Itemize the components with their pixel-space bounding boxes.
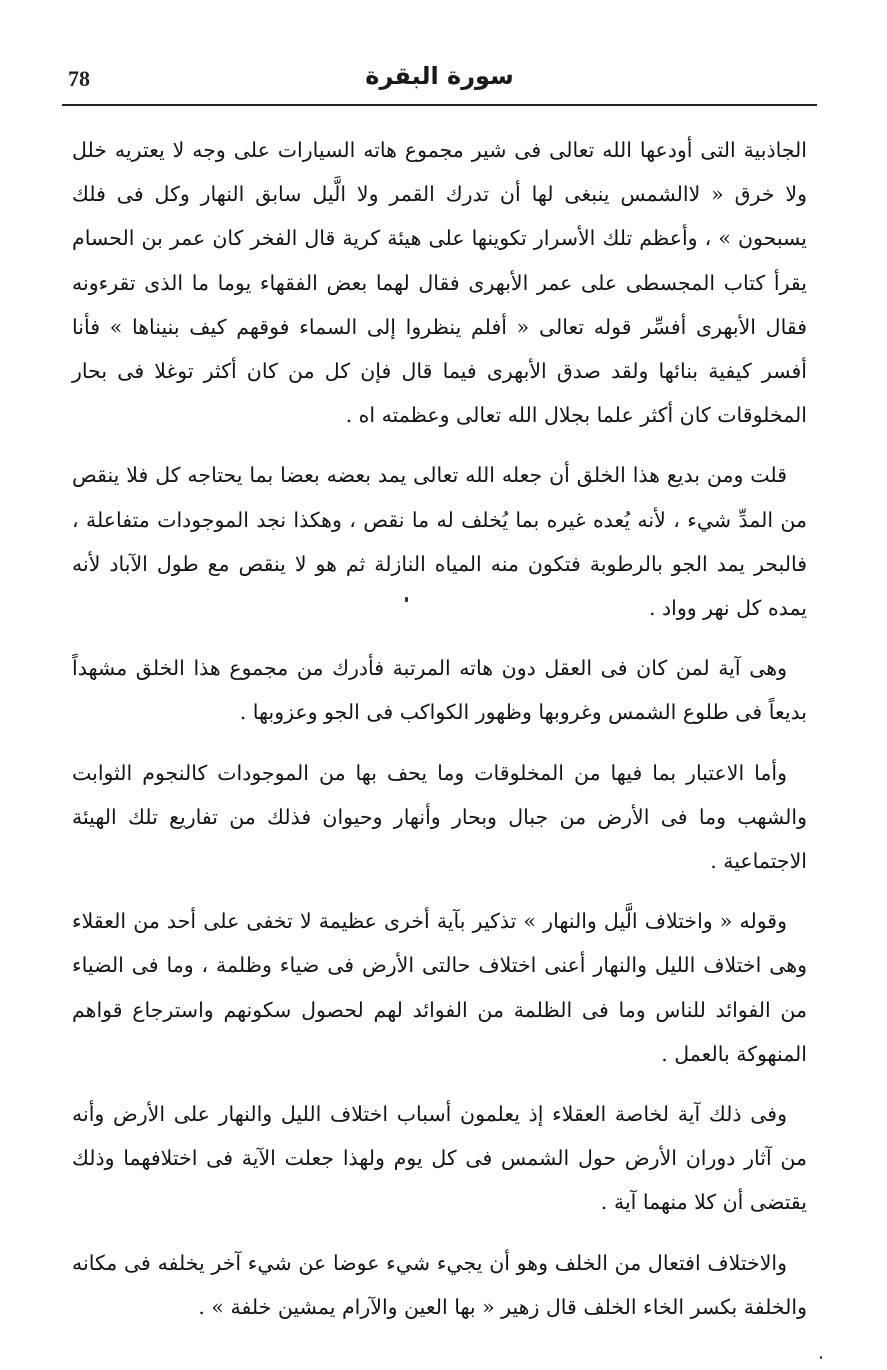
print-speck	[405, 597, 408, 602]
paragraph: قلت ومن بديع هذا الخلق أن جعله الله تعالى يمد بعضه بعضا بما يحتاجه كل فلا ينقص من المدِّ شيء ، لأنه يُعده غيره بما يُخلف له ما نقص ، وهكذا نجد الموجودات متفاعلة ، فالبحر يمد الجو بالرطوبة فتكون منه المياه النازلة ثم هو لا ينقص مع طول الآباد لأنه يمده كل نهر وواد .	[72, 463, 807, 621]
header-rule	[62, 104, 817, 106]
paragraph: وفى ذلك آية لخاصة العقلاء إذ يعلمون أسباب اختلاف الليل والنهار على الأرض وأنه من آثار دوران الأرض حول الشمس فى كل يوم ولهذا جعلت الآية فى اختلافهما وذلك يقتضى أن كلا منهما آية .	[72, 1102, 807, 1215]
paragraph: وهى آية لمن كان فى العقل دون هاته المرتبة فأدرك من مجموع هذا الخلق مشهداً بديعاً فى طلوع الشمس وغروبها وظهور الكواكب فى الجو وعزوبها .	[72, 656, 807, 725]
paragraph: وقوله « واختلاف الَّيل والنهار » تذكير بآية أخرى عظيمة لا تخفى على أحد من العقلاء وهى اختلاف الليل والنهار أعنى اختلاف حالتى الأرض فى ضياء وظلمة ، وما فى الضياء من الفوائد للناس وما فى الظلمة من الفوائد لهم لحصول سكونهم واسترجاع قواهم المنهوكة بالعمل .	[72, 909, 807, 1066]
print-speck	[820, 1356, 822, 1359]
paragraph: وأما الاعتبار بما فيها من المخلوقات وما يحف بها من الموجودات كالنجوم الثوابت والشهب وما فى الأرض من جبال وبحار وأنهار وحيوان فذلك من تفاريع تلك الهيئة الاجتماعية .	[72, 760, 807, 874]
paragraph: الجاذبية التى أودعها الله تعالى فى شير مجموع هاته السيارات على وجه لا يعتريه خلل ولا خرق « لاالشمس ينبغى لها أن تدرك القمر ولا الَّيل سابق النهار وكل فى فلك يسبحون » ، وأعظم تلك الأسرار تكوينها على هيئة كرية قال الفخر كان عمر بن الحسام يقرأ كتاب المجسطى على عمر الأبهرى فقال لهما بعض الفقهاء يوما ما الذى تقرءونه فقال الأبهرى أفسِّر قوله تعالى « أفلم ينظروا إلى السماء فوقهم كيف بنيناها » فأنا أفسر كيفية بنائها ولقد صدق الأبهرى فيما قال فإن كل من كان أكثر توغلا فى بحار المخلوقات كان أكثر علما بجلال الله تعالى وعظمته اه .	[72, 138, 807, 428]
running-title: سورة البقرة	[365, 62, 514, 90]
page-number: 78	[68, 66, 90, 91]
page-header	[62, 58, 817, 106]
paragraph: والاختلاف افتعال من الخلف وهو أن يجيء شيء عوضا عن شيء آخر يخلفه فى مكانه والخلفة بكسر الخاء الخلف قال زهير « بها العين والآرام يمشين خلفة » .	[72, 1250, 807, 1319]
page-body	[72, 128, 807, 1319]
